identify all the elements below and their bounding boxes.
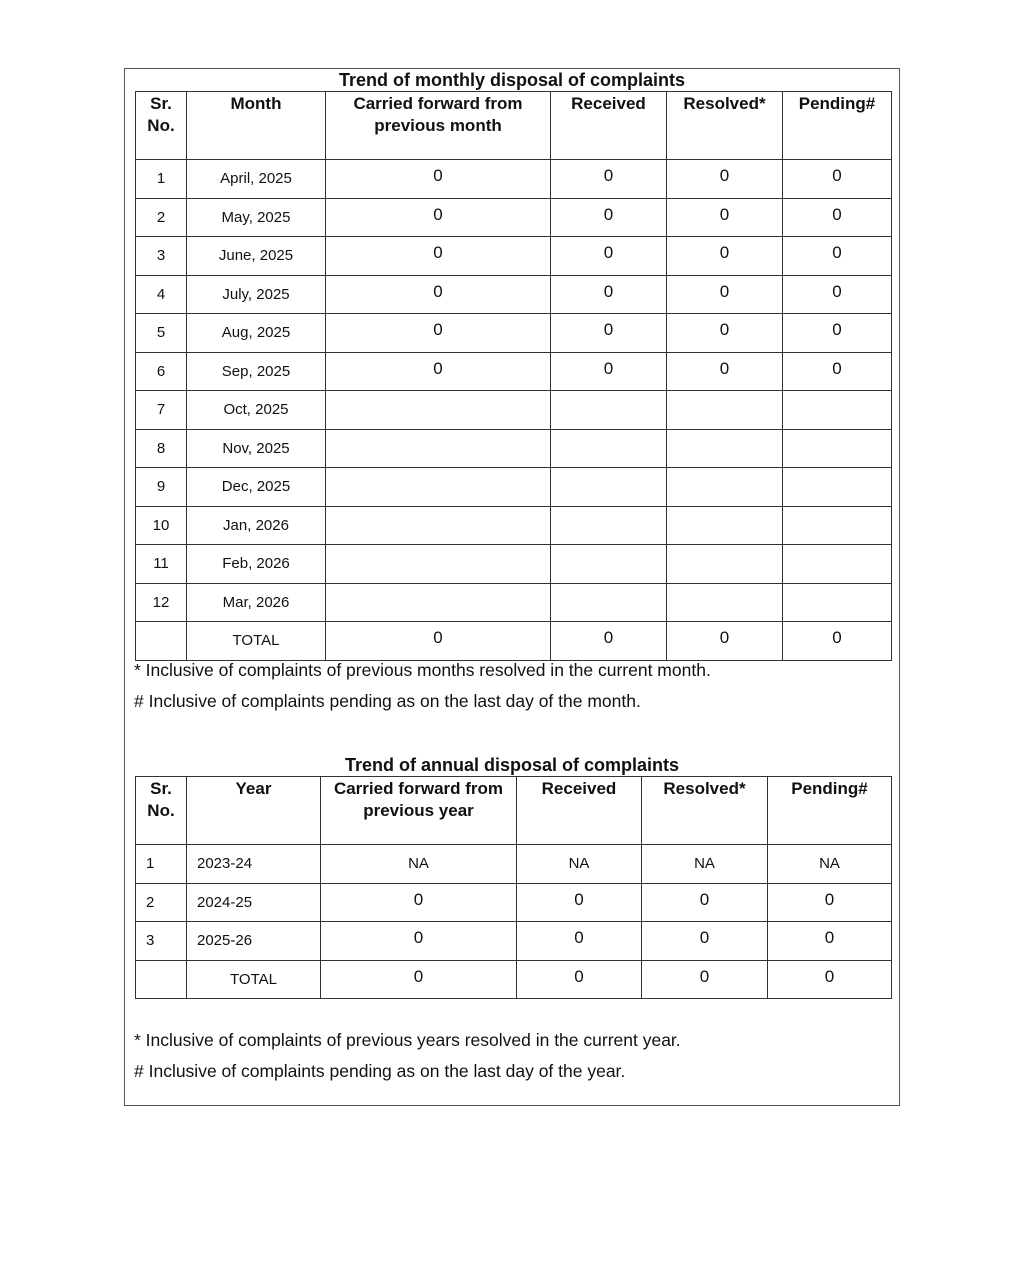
header-received: Received <box>551 92 667 160</box>
cell-pending: 0 <box>783 314 892 353</box>
cell-received <box>551 545 667 584</box>
table-row <box>136 583 892 622</box>
cell-period: Jan, 2026 <box>187 506 326 545</box>
cell-period: Feb, 2026 <box>187 545 326 584</box>
cell-sr-no: 8 <box>136 429 187 468</box>
monthly-note-pending: # Inclusive of complaints pending as on the last day of the month. <box>134 691 641 711</box>
table-row <box>136 314 892 353</box>
cell-carried-forward <box>326 506 551 545</box>
table-row <box>136 275 892 314</box>
cell-sr-no: 6 <box>136 352 187 391</box>
cell-resolved <box>667 468 783 507</box>
cell-received <box>551 468 667 507</box>
cell-sr-no <box>136 960 187 999</box>
table-row <box>136 960 892 999</box>
cell-carried-forward: 0 <box>321 922 517 961</box>
annual-table-title: Trend of annual disposal of complaints <box>344 755 680 775</box>
cell-carried-forward <box>326 545 551 584</box>
cell-carried-forward: 0 <box>326 352 551 391</box>
header-resolved: Resolved* <box>642 777 768 845</box>
cell-carried-forward <box>326 391 551 430</box>
cell-pending: 0 <box>768 922 892 961</box>
cell-received: 0 <box>517 922 642 961</box>
cell-sr-no: 10 <box>136 506 187 545</box>
cell-sr-no: 2 <box>136 198 187 237</box>
header-carried-forward: Carried forward from previous month <box>326 92 551 160</box>
table-row <box>136 237 892 276</box>
cell-resolved: 0 <box>667 198 783 237</box>
cell-resolved <box>667 545 783 584</box>
cell-carried-forward <box>326 429 551 468</box>
header-carried-forward: Carried forward from previous year <box>321 777 517 845</box>
header-sr-no: Sr. No. <box>136 92 187 160</box>
cell-period: May, 2025 <box>187 198 326 237</box>
cell-pending: 0 <box>783 622 892 661</box>
table-row <box>136 352 892 391</box>
header-month: Month <box>187 92 326 160</box>
cell-carried-forward: 0 <box>326 275 551 314</box>
cell-resolved <box>667 429 783 468</box>
annual-note-resolved: * Inclusive of complaints of previous years resolved in the current year. <box>134 1030 681 1050</box>
cell-sr-no: 1 <box>136 845 187 884</box>
cell-carried-forward: 0 <box>326 314 551 353</box>
cell-carried-forward <box>326 583 551 622</box>
cell-period: Nov, 2025 <box>187 429 326 468</box>
table-row <box>136 883 892 922</box>
cell-resolved: 0 <box>642 960 768 999</box>
cell-pending <box>783 429 892 468</box>
table-row <box>136 391 892 430</box>
cell-pending: 0 <box>768 960 892 999</box>
cell-pending: 0 <box>783 352 892 391</box>
table-row <box>136 845 892 884</box>
cell-resolved: 0 <box>667 160 783 199</box>
cell-pending: 0 <box>783 198 892 237</box>
table-row <box>136 468 892 507</box>
cell-resolved <box>667 391 783 430</box>
cell-period: 2024-25 <box>187 883 321 922</box>
cell-pending: NA <box>768 845 892 884</box>
cell-period: Mar, 2026 <box>187 583 326 622</box>
cell-pending <box>783 468 892 507</box>
cell-received: 0 <box>551 352 667 391</box>
cell-carried-forward: 0 <box>326 622 551 661</box>
cell-period: TOTAL <box>187 622 326 661</box>
annual-note-pending: # Inclusive of complaints pending as on the last day of the year. <box>134 1061 626 1081</box>
cell-period: 2025-26 <box>187 922 321 961</box>
cell-resolved <box>667 506 783 545</box>
cell-pending <box>783 391 892 430</box>
cell-sr-no: 3 <box>136 237 187 276</box>
cell-resolved <box>667 583 783 622</box>
cell-carried-forward: 0 <box>326 237 551 276</box>
cell-sr-no <box>136 622 187 661</box>
header-year: Year <box>187 777 321 845</box>
cell-resolved: 0 <box>667 314 783 353</box>
cell-sr-no: 11 <box>136 545 187 584</box>
table-row <box>136 922 892 961</box>
cell-pending <box>783 545 892 584</box>
table-row <box>136 198 892 237</box>
cell-pending: 0 <box>768 883 892 922</box>
cell-received <box>551 429 667 468</box>
cell-received: 0 <box>551 237 667 276</box>
cell-period: Sep, 2025 <box>187 352 326 391</box>
header-sr-no: Sr. No. <box>136 777 187 845</box>
cell-resolved: NA <box>642 845 768 884</box>
annual-disposal-table <box>135 776 892 999</box>
cell-pending: 0 <box>783 237 892 276</box>
cell-carried-forward: 0 <box>321 960 517 999</box>
cell-sr-no: 12 <box>136 583 187 622</box>
cell-sr-no: 3 <box>136 922 187 961</box>
cell-resolved: 0 <box>667 352 783 391</box>
table-row <box>136 429 892 468</box>
cell-received <box>551 506 667 545</box>
table-row <box>136 545 892 584</box>
cell-pending <box>783 583 892 622</box>
cell-sr-no: 5 <box>136 314 187 353</box>
cell-received: 0 <box>551 622 667 661</box>
table-row <box>136 160 892 199</box>
cell-period: TOTAL <box>187 960 321 999</box>
cell-received: 0 <box>551 314 667 353</box>
cell-received: 0 <box>517 883 642 922</box>
cell-period: April, 2025 <box>187 160 326 199</box>
cell-period: June, 2025 <box>187 237 326 276</box>
cell-received: 0 <box>551 160 667 199</box>
cell-resolved: 0 <box>667 237 783 276</box>
cell-carried-forward: 0 <box>326 198 551 237</box>
cell-received: 0 <box>517 960 642 999</box>
cell-sr-no: 7 <box>136 391 187 430</box>
cell-resolved: 0 <box>667 622 783 661</box>
header-pending: Pending# <box>768 777 892 845</box>
cell-sr-no: 2 <box>136 883 187 922</box>
cell-sr-no: 9 <box>136 468 187 507</box>
monthly-table-title: Trend of monthly disposal of complaints <box>338 70 686 90</box>
cell-received <box>551 391 667 430</box>
cell-pending: 0 <box>783 275 892 314</box>
cell-period: Aug, 2025 <box>187 314 326 353</box>
cell-carried-forward: 0 <box>321 883 517 922</box>
cell-resolved: 0 <box>642 922 768 961</box>
cell-sr-no: 1 <box>136 160 187 199</box>
cell-received: 0 <box>551 275 667 314</box>
cell-period: July, 2025 <box>187 275 326 314</box>
monthly-disposal-table <box>135 91 892 661</box>
header-pending: Pending# <box>783 92 892 160</box>
cell-pending: 0 <box>783 160 892 199</box>
cell-resolved: 0 <box>642 883 768 922</box>
cell-period: 2023-24 <box>187 845 321 884</box>
cell-pending <box>783 506 892 545</box>
cell-carried-forward: 0 <box>326 160 551 199</box>
cell-received: NA <box>517 845 642 884</box>
cell-period: Dec, 2025 <box>187 468 326 507</box>
monthly-note-resolved: * Inclusive of complaints of previous months resolved in the current month. <box>134 660 711 680</box>
cell-resolved: 0 <box>667 275 783 314</box>
cell-received: 0 <box>551 198 667 237</box>
table-row <box>136 506 892 545</box>
header-received: Received <box>517 777 642 845</box>
cell-period: Oct, 2025 <box>187 391 326 430</box>
header-resolved: Resolved* <box>667 92 783 160</box>
table-row <box>136 622 892 661</box>
cell-received <box>551 583 667 622</box>
cell-sr-no: 4 <box>136 275 187 314</box>
cell-carried-forward: NA <box>321 845 517 884</box>
cell-carried-forward <box>326 468 551 507</box>
